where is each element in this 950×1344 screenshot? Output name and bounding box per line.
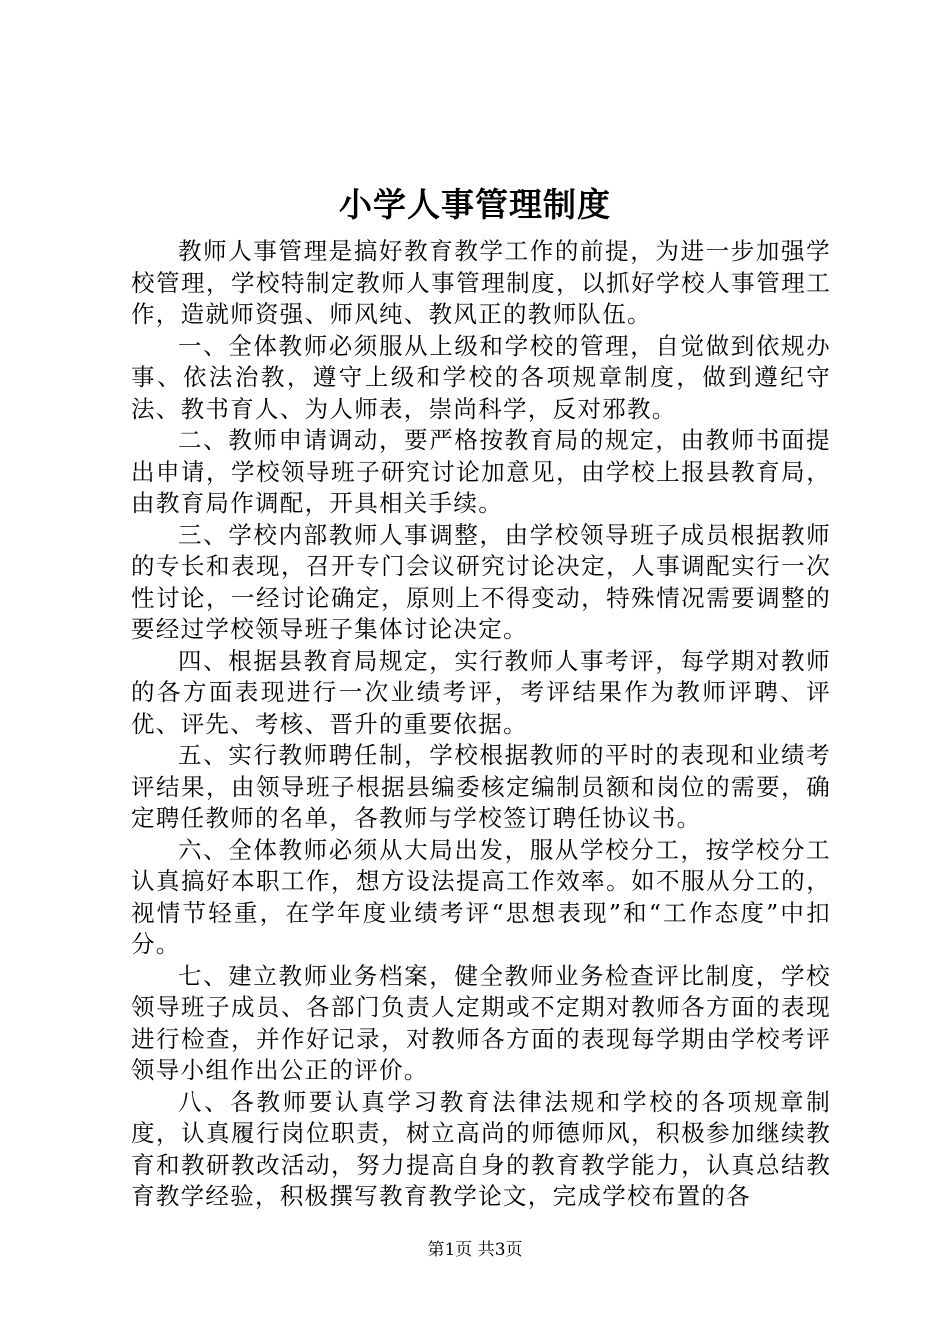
clause-6-paragraph: 六、全体教师必须从大局出发，服从学校分工，按学校分工认真搞好本职工作，想方设法提高工作效率。如不服从分工的，视情节轻重，在学年度业绩考评“思想表现”和“工作态度”中扣分。: [131, 835, 831, 958]
document-title: 小学人事管理制度: [339, 185, 611, 224]
intro-paragraph: 教师人事管理是搞好教育教学工作的前提，为进一步加强学校管理，学校特制定教师人事管理制度，以抓好学校人事管理工作，造就师资强、师风纯、教风正的教师队伍。: [131, 237, 831, 328]
page-number-footer: 第1页 共3页: [427, 1240, 523, 1260]
clause-8-paragraph: 八、各教师要认真学习教育法律法规和学校的各项规章制度，认真履行岗位职责，树立高尚的师德师风，积极参加继续教育和教研教改活动，努力提高自身的教育教学能力，认真总结教育教学经验，积极撰写教育教学论文，完成学校布置的各: [131, 1087, 831, 1210]
clause-4-paragraph: 四、根据县教育局规定，实行教师人事考评，每学期对教师的各方面表现进行一次业绩考评，考评结果作为教师评聘、评优、评先、考核、晋升的重要依据。: [131, 646, 831, 738]
clause-5-paragraph: 五、实行教师聘任制，学校根据教师的平时的表现和业绩考评结果，由领导班子根据县编委核定编制员额和岗位的需要，确定聘任教师的名单，各教师与学校签订聘任协议书。: [131, 741, 831, 832]
clause-2-paragraph: 二、教师申请调动，要严格按教育局的规定，由教师书面提出申请，学校领导班子研究讨论加意见，由学校上报县教育局，由教育局作调配，开具相关手续。: [131, 426, 831, 517]
clause-1-paragraph: 一、全体教师必须服从上级和学校的管理，自觉做到依规办事、依法治教，遵守上级和学校的各项规章制度，做到遵纪守法、教书育人、为人师表，崇尚科学，反对邪教。: [131, 331, 831, 423]
clause-3-paragraph: 三、学校内部教师人事调整，由学校领导班子成员根据教师的专长和表现，召开专门会议研究讨论决定，人事调配实行一次性讨论，一经讨论确定，原则上不得变动，特殊情况需要调整的要经过学校领导班子集体讨论决定。: [131, 520, 831, 643]
document-body: [131, 236, 831, 1213]
clause-7-paragraph: 七、建立教师业务档案，健全教师业务检查评比制度，学校领导班子成员、各部门负责人定期或不定期对教师各方面的表现进行检查，并作好记录，对教师各方面的表现每学期由学校考评领导小组作出公正的评价。: [131, 961, 831, 1084]
